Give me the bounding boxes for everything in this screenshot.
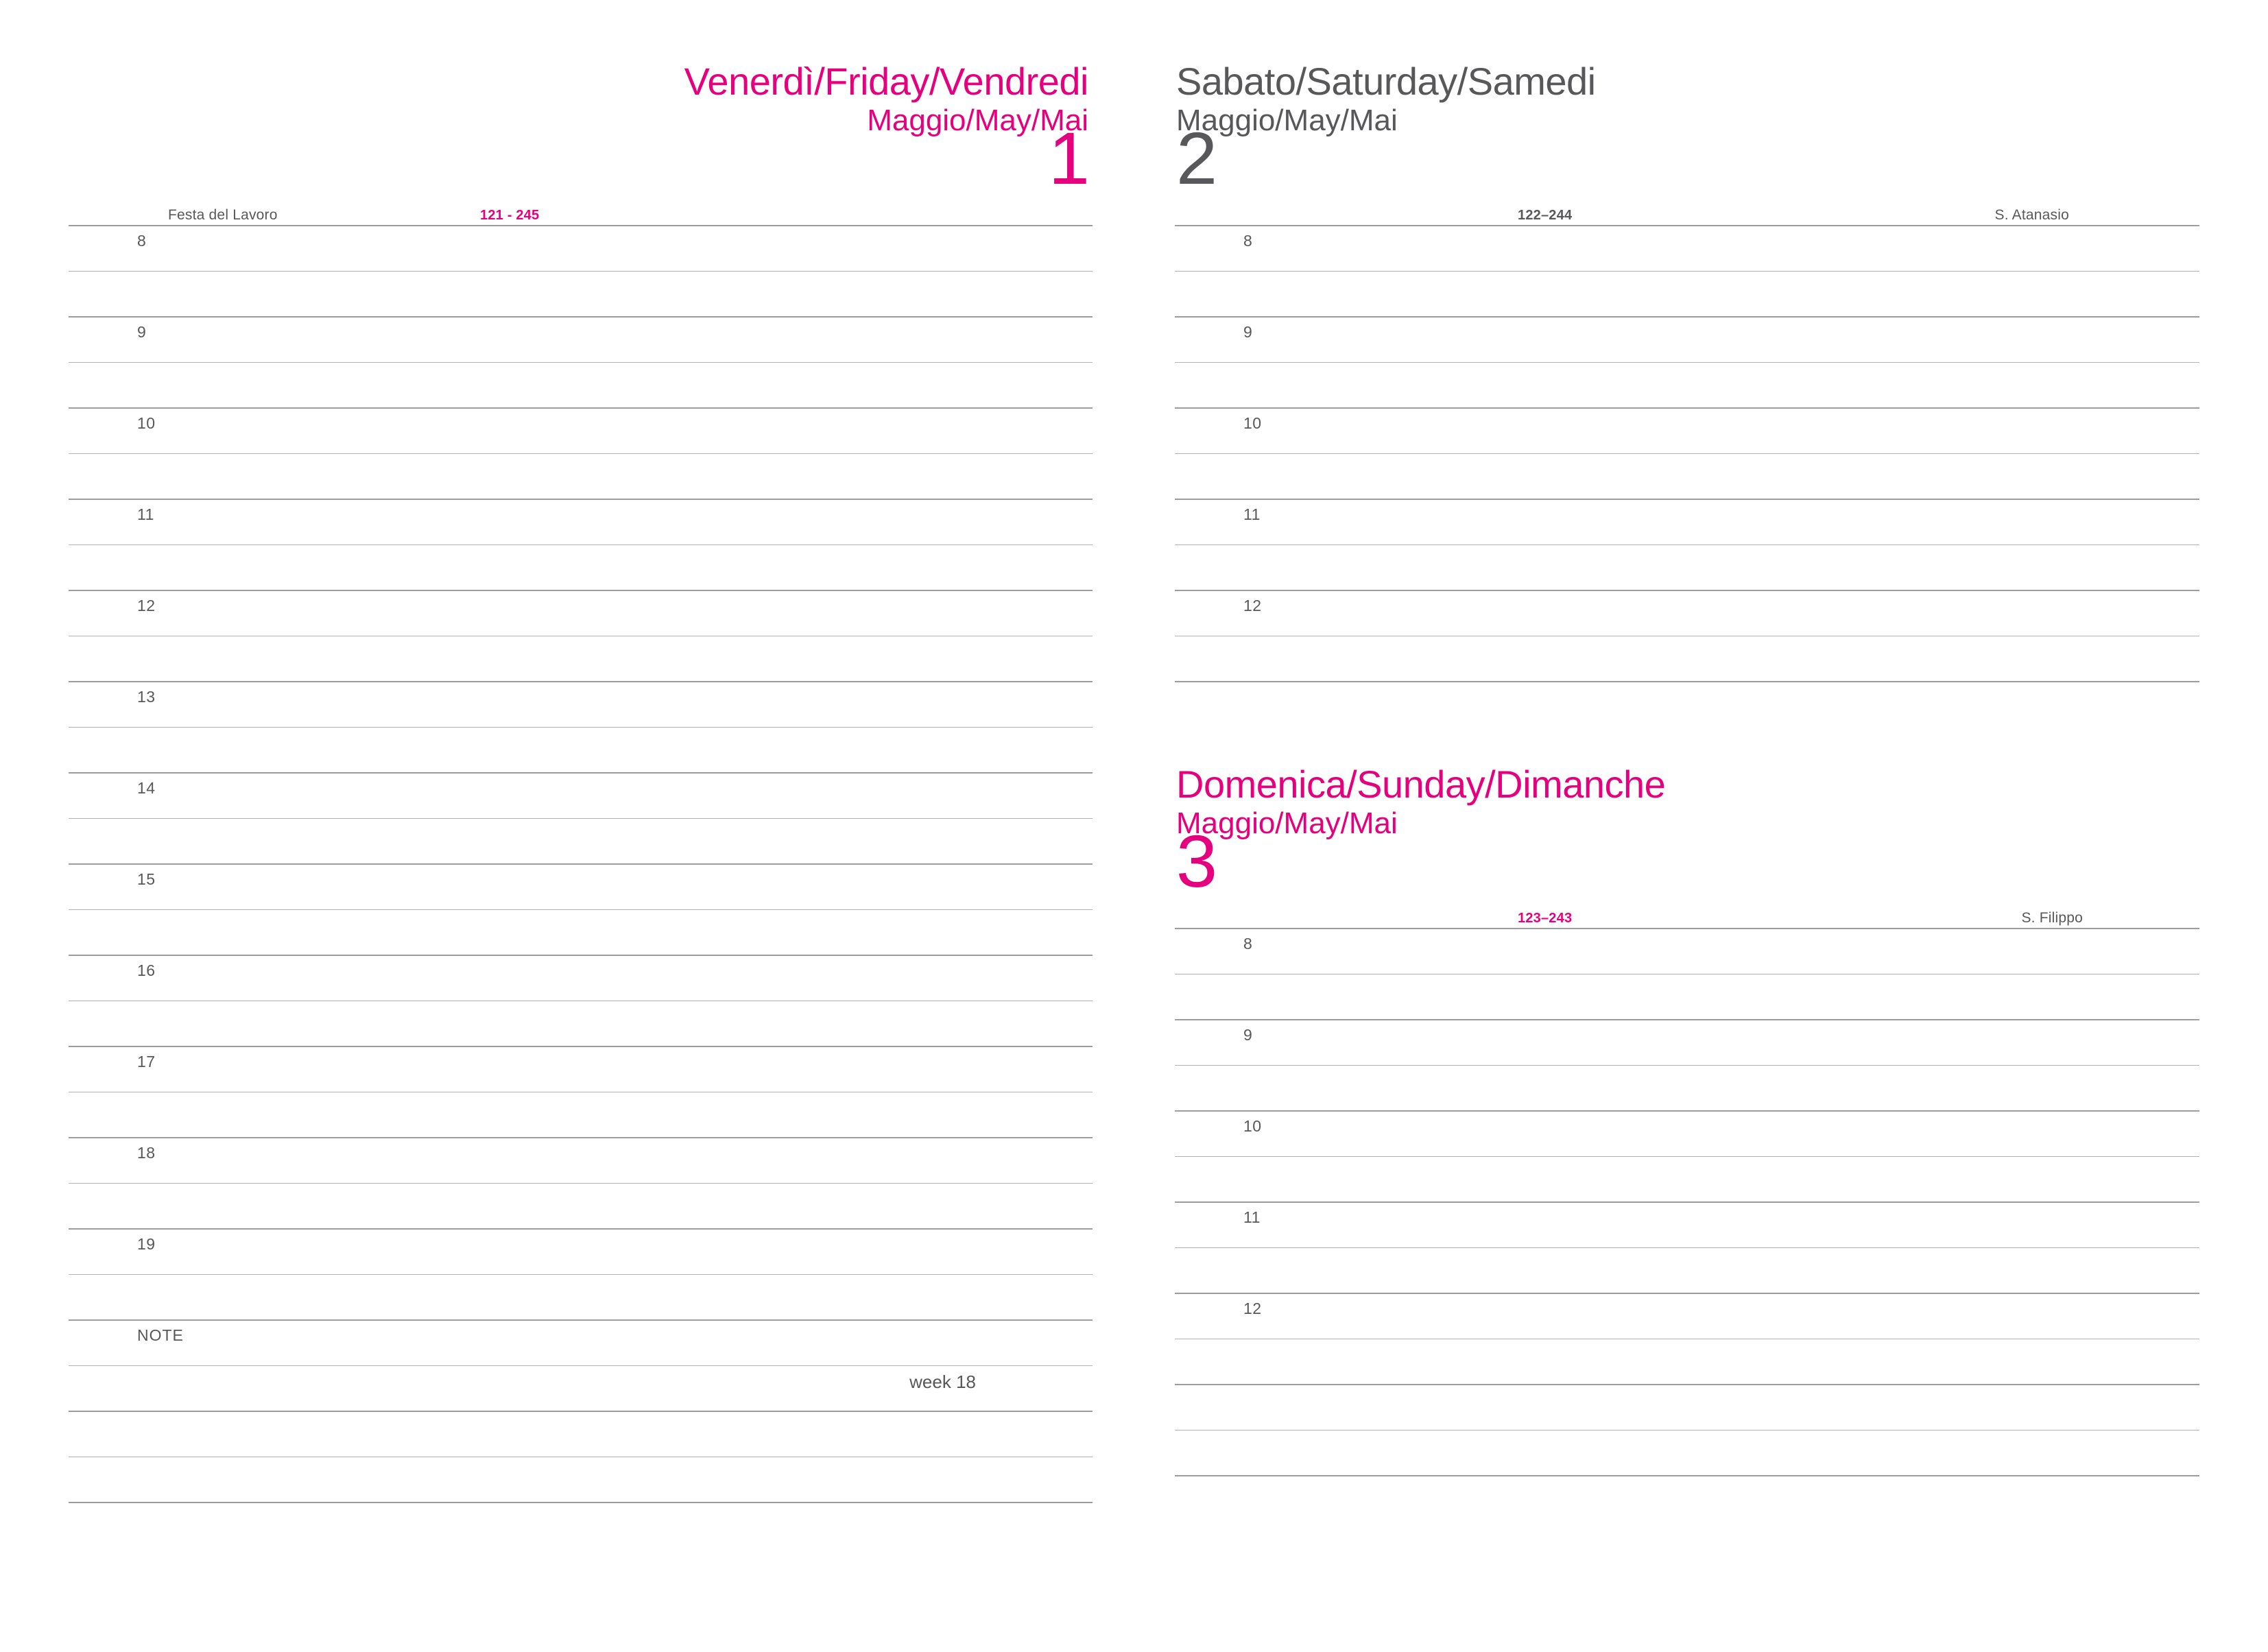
sunday-saint: S. Filippo [2021, 910, 2083, 926]
sunday-header [1175, 763, 2199, 900]
hour-row[interactable] [69, 1046, 1093, 1092]
hour-row[interactable] [1175, 407, 2199, 453]
sunday-day-number: 3 [1176, 819, 1217, 902]
saturday-month-name: Maggio/May/Mai [1176, 103, 1398, 137]
note-row[interactable] [69, 1319, 1093, 1365]
hour-row[interactable] [1175, 1201, 2199, 1247]
half-hour-row[interactable] [69, 818, 1093, 864]
friday-day-name: Venerdì/Friday/Vendredi [684, 60, 1088, 103]
saturday-day-name: Sabato/Saturday/Samedi [1176, 60, 1596, 103]
hour-label: 10 [1243, 414, 1262, 432]
hour-label: 10 [1243, 1117, 1262, 1135]
friday-month-name: Maggio/May/Mai [867, 103, 1088, 137]
hour-row[interactable] [1175, 590, 2199, 636]
hour-label: 18 [137, 1144, 156, 1162]
hour-label: 9 [1243, 1026, 1253, 1044]
friday-info-row [69, 197, 1093, 225]
hour-row[interactable] [1175, 499, 2199, 544]
hour-label: 16 [137, 961, 156, 979]
right-page [1134, 0, 2268, 1652]
hour-label: 17 [137, 1053, 156, 1070]
hour-row[interactable] [1175, 928, 2199, 974]
half-hour-row[interactable] [1175, 1156, 2199, 1202]
bottom-rule [69, 1502, 1093, 1503]
hour-label: 14 [137, 779, 156, 797]
friday-header [69, 60, 1093, 200]
hour-row[interactable] [1175, 316, 2199, 362]
hour-row[interactable] [69, 225, 1093, 271]
hour-label: 15 [137, 870, 156, 888]
day-gap [1175, 682, 2199, 763]
week-row[interactable] [69, 1365, 1093, 1411]
bottom-rule [1175, 1475, 2199, 1476]
hour-row[interactable] [69, 1137, 1093, 1183]
saturday-saint: S. Atanasio [1994, 207, 2069, 223]
half-hour-row[interactable] [1175, 362, 2199, 408]
half-hour-row[interactable] [1175, 1065, 2199, 1111]
saturday-header [1175, 60, 2199, 200]
hour-row[interactable] [69, 955, 1093, 1001]
half-hour-row[interactable] [1175, 271, 2199, 317]
hour-label: 8 [137, 232, 147, 250]
week-label: week 18 [909, 1371, 976, 1392]
note-label: NOTE [137, 1326, 184, 1344]
half-hour-row[interactable] [69, 1183, 1093, 1229]
hour-row[interactable] [1175, 1110, 2199, 1156]
half-hour-row[interactable] [69, 544, 1093, 590]
hour-label: 11 [1243, 1208, 1261, 1226]
hour-label: 9 [1243, 323, 1253, 341]
half-hour-row[interactable] [69, 271, 1093, 317]
hour-row[interactable] [69, 407, 1093, 453]
day-block-sunday [1175, 763, 2199, 1476]
hour-row[interactable] [69, 681, 1093, 727]
day-block-friday [69, 0, 1093, 1503]
hour-label: 13 [137, 688, 156, 706]
half-hour-row[interactable] [69, 453, 1093, 499]
blank-row[interactable] [1175, 1384, 2199, 1430]
half-hour-row[interactable] [1175, 1247, 2199, 1293]
hour-label: 8 [1243, 935, 1253, 953]
half-hour-row[interactable] [1175, 544, 2199, 590]
bottom-rule [1175, 681, 2199, 682]
hour-label: 19 [137, 1235, 156, 1253]
hour-label: 9 [137, 323, 147, 341]
hour-row[interactable] [69, 590, 1093, 636]
sunday-info-row [1175, 900, 2199, 928]
blank-row[interactable] [69, 1457, 1093, 1503]
hour-label: 8 [1243, 232, 1253, 250]
half-hour-row[interactable] [69, 909, 1093, 955]
half-hour-row[interactable] [69, 727, 1093, 773]
half-hour-row[interactable] [69, 636, 1093, 682]
half-hour-row[interactable] [1175, 974, 2199, 1020]
half-hour-row[interactable] [69, 362, 1093, 408]
saturday-day-number: 2 [1176, 117, 1217, 200]
friday-day-number: 1 [1048, 117, 1088, 200]
saturday-lines [1175, 225, 2199, 682]
hour-label: 12 [1243, 1300, 1262, 1317]
half-hour-row[interactable] [69, 1001, 1093, 1046]
sunday-day-name: Domenica/Sunday/Dimanche [1176, 763, 1666, 806]
hour-row[interactable] [69, 316, 1093, 362]
hour-label: 12 [1243, 597, 1262, 614]
hour-label: 12 [137, 597, 156, 614]
half-hour-row[interactable] [1175, 1339, 2199, 1385]
half-hour-row[interactable] [1175, 453, 2199, 499]
hour-row[interactable] [1175, 1019, 2199, 1065]
blank-row[interactable] [69, 1411, 1093, 1457]
saturday-day-count: 122–244 [1518, 208, 1573, 223]
saturday-info-row [1175, 197, 2199, 225]
hour-row[interactable] [69, 863, 1093, 909]
sunday-day-count: 123–243 [1518, 911, 1573, 926]
blank-row[interactable] [1175, 1430, 2199, 1476]
hour-row[interactable] [1175, 1293, 2199, 1339]
friday-day-count: 121 - 245 [480, 208, 540, 223]
hour-label: 11 [1243, 505, 1261, 523]
hour-label: 10 [137, 414, 156, 432]
sunday-lines [1175, 928, 2199, 1476]
hour-row[interactable] [69, 499, 1093, 544]
hour-label: 11 [137, 505, 154, 523]
friday-lines [69, 225, 1093, 1503]
hour-row[interactable] [69, 772, 1093, 818]
hour-row[interactable] [69, 1228, 1093, 1274]
sunday-month-name: Maggio/May/Mai [1176, 806, 1398, 840]
day-block-saturday [1175, 0, 2199, 682]
half-hour-row[interactable] [69, 1092, 1093, 1138]
friday-holiday-label: Festa del Lavoro [168, 207, 278, 223]
half-hour-row[interactable] [69, 1274, 1093, 1320]
hour-row[interactable] [1175, 225, 2199, 271]
half-hour-row[interactable] [1175, 636, 2199, 682]
